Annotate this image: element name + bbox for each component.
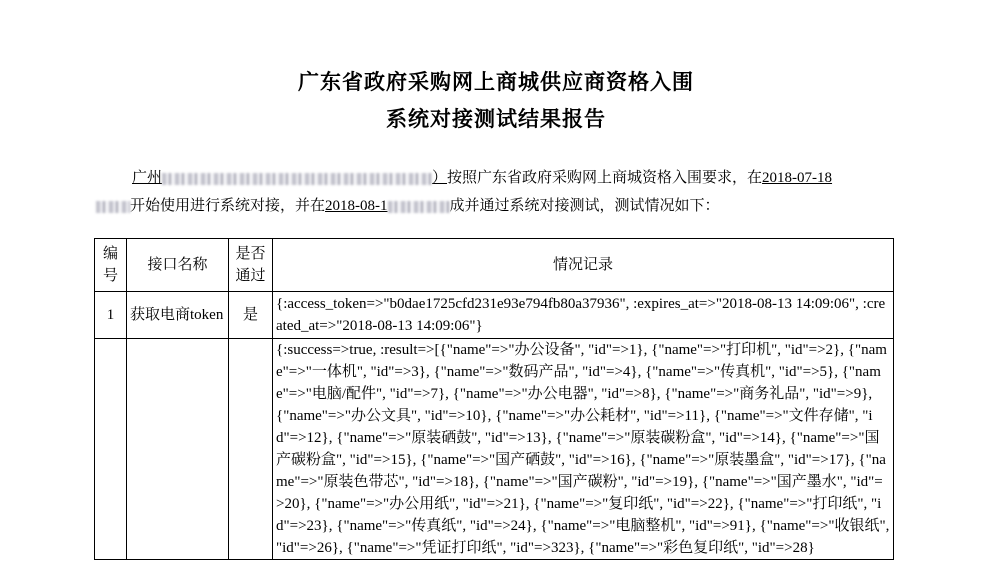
row-api xyxy=(127,339,229,560)
row-api: 获取电商token xyxy=(127,292,229,339)
row-no: 1 xyxy=(95,292,127,339)
header-record: 情况记录 xyxy=(273,239,894,292)
company-suffix: ） xyxy=(432,170,448,186)
header-no: 编号 xyxy=(95,239,127,292)
table-row xyxy=(95,339,894,560)
row-pass xyxy=(229,339,273,560)
row-record: {:success=>true, :result=>[{"name"=>"办公设备", "id"=>1}, {"name"=>"打印机", "id"=>2}, {"name"=>"一体机", "id"=>3}, {"name"=>"数码产品", "id"=>4}, {"name"=>"传真机", "id"=>5}, {"name"=>"电脑/配件", "id"=>7}, {"name"=>"办公电器", "id"=>8}, {"name"=>"商务礼品", "id"=>9}, {"name"=>"办公文具", "id"=>10}, {"name"=>"办公耗材", "id"=>11}, {"name"=>"文件存储", "id"=>12}, {"name"=>"原装硒鼓", "id"=>13}, {"name"=>"原装碳粉盒", "id"=>14}, {"name"=>"国产碳粉盒", "id"=>15}, {"name"=>"国产硒鼓", "id"=>16}, {"name"=>"原装墨盒", "id"=>17}, {"name"=>"原装色带芯", "id"=>18}, {"name"=>"国产碳粉", "id"=>19}, {"name"=>"国产墨水", "id"=>20}, {"name"=>"办公用纸", "id"=>21}, {"name"=>"复印纸", "id"=>22}, {"name"=>"打印纸", "id"=>23}, {"name"=>"传真纸", "id"=>24}, {"name"=>"电脑整机", "id"=>91}, {"name"=>"收银纸", "id"=>26}, {"name"=>"凭证打印纸", "id"=>323}, {"name"=>"彩色复印纸", "id"=>28} xyxy=(273,339,894,560)
company-name xyxy=(132,170,447,186)
report-title-line2: 系统对接测试结果报告 xyxy=(386,107,606,131)
test-result-table xyxy=(94,238,894,560)
intro-text1: 按照广东省政府采购网上商城资格入围要求，在 xyxy=(447,170,763,186)
redacted-start-time xyxy=(96,201,130,213)
row-record: {:access_token=>"b0dae1725cfd231e93e794fb80a37936", :expires_at=>"2018-08-13 14:09:06", :created_at=>"2018-08-13 14:09:06"} xyxy=(273,292,894,339)
row-pass: 是 xyxy=(229,292,273,339)
redacted-end-date xyxy=(388,201,450,213)
company-prefix: 广州 xyxy=(132,170,163,186)
start-date: 2018-07-18 xyxy=(762,170,833,186)
row-no xyxy=(95,339,127,560)
header-pass: 是否通过 xyxy=(229,239,273,292)
redacted-company-name xyxy=(162,173,432,185)
end-date: 2018-08-1 xyxy=(325,198,388,214)
end-date-wrap xyxy=(325,198,450,214)
header-api: 接口名称 xyxy=(127,239,229,292)
table-row xyxy=(95,292,894,339)
intro-text2: 开始使用进行系统对接，并在 xyxy=(130,198,326,214)
intro-text3: 成并通过系统对接测试，测试情况如下： xyxy=(449,198,720,214)
table-header-row xyxy=(95,239,894,292)
report-title-line1: 广东省政府采购网上商城供应商资格入围 xyxy=(298,70,694,94)
intro-paragraph xyxy=(96,164,896,220)
